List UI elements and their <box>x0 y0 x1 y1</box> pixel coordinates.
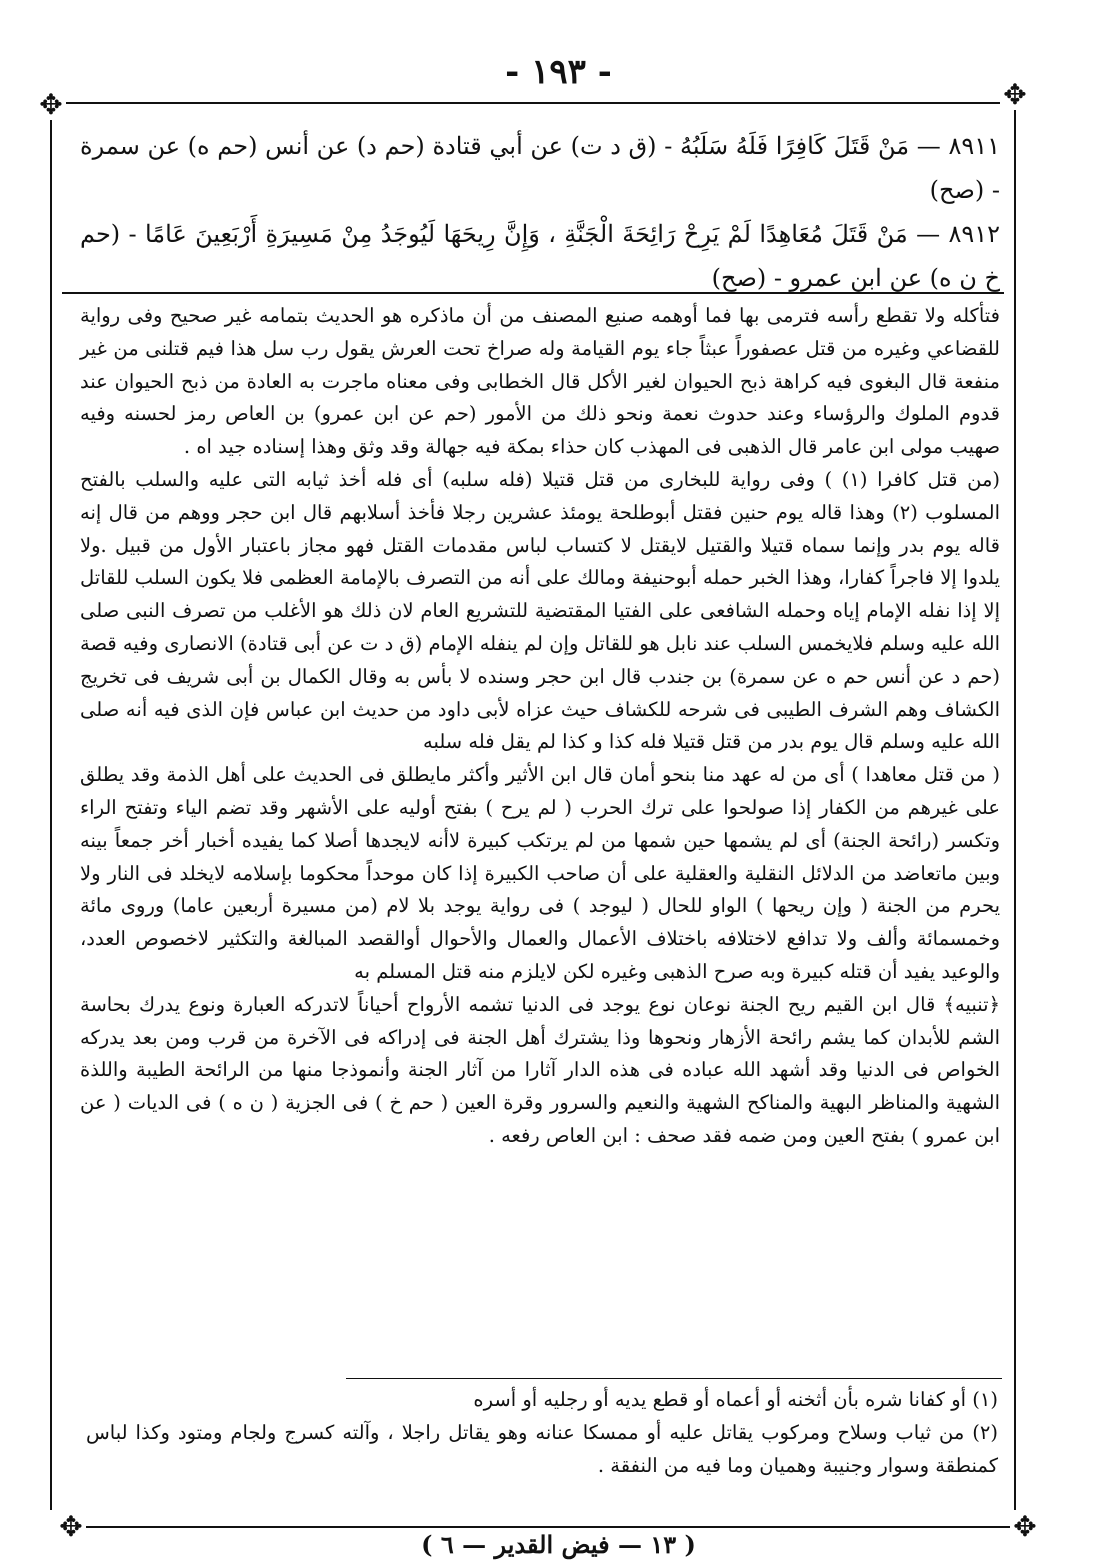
page-footer: ( ١٣ — فيض القدير — ٦ ) <box>421 1530 696 1559</box>
footnote-1: (١) أو كفانا شره بأن أثخنه أو أعماه أو قطع يديه أو رجليه أو أسره <box>473 1388 998 1411</box>
commentary-paragraph: ﴿تنبيه﴾ قال ابن القيم ريح الجنة نوعان نوع يوجد فى الدنيا تشمه الأرواح أحياناً لاتدركه العبارة ونوع يدرك بحاسة الشم للأبدان كما يشم رائحة الأزهار ونحوها وذا يشترك أهل الجنة فى إدراكه فى الآخرة من قرب ومن بعد يدركه الخواص فى الدنيا وقد أشهد الله عباده فى هذه الدار آثارا من آثار الجنة وأنموذجا منها من الرائحة الطيبة واللذة الشهية والمناظر البهية والمناكح الشهية والنعيم والسرور وقرة العين ( حم خ ) فى الجزية ( ن ه ) فى الديات ( عن ابن عمرو ) بفتح العين ومن ضمه فقد صحف : ابن العاص رفعه . <box>80 992 1000 1147</box>
corner-ornament-icon: ✥ <box>1013 1510 1037 1543</box>
right-frame-line <box>1014 110 1016 1510</box>
hadith-8911: ٨٩١١ — مَنْ قَتَلَ كَافِرًا فَلَهُ سَلَبُهُ - (ق د ت) عن أبي قتادة (حم د) عن أنس (حم ه) عن سمرة - (صح) <box>80 132 1000 204</box>
bottom-rule <box>86 1526 1010 1528</box>
corner-ornament-icon: ✥ <box>1003 78 1027 111</box>
commentary-section <box>80 300 1000 1153</box>
footnote-divider <box>346 1378 1002 1379</box>
footnotes-section <box>86 1383 998 1482</box>
footnote-2: (٢) من ثياب وسلاح ومركوب يقاتل عليه أو ممسكا عنانه وهو يقاتل راجلا ، وآلته كسرج ولجام ومتود وكذا لباس كمنطقة وسوار وجنيبة وهميان وما فيه من النفقة . <box>86 1421 998 1477</box>
hadith-divider <box>62 292 1004 294</box>
corner-ornament-icon: ✥ <box>59 1510 83 1543</box>
corner-ornament-icon: ✥ <box>39 88 63 121</box>
commentary-paragraph: ( من قتل معاهدا ) أى من له عهد منا بنحو أمان قال ابن الأثير وأكثر مايطلق فى الحديث على أهل الذمة وقد يطلق على غيرهم من الكفار إذا صولحوا على ترك الحرب ( لم يرح ) بفتح أوليه على الأشهر وقد تضم الياء وتفتح الراء وتكسر (رائحة الجنة) أى لم يشمها حين شمها من لم يرتكب كبيرة لاأنه لايجدها أصلا كما يفيده أخبار أخر جمعاً بينه وبين ماتعاضد من الدلائل النقلية والعقلية على أن صاحب الكبيرة إذا كان موحداً محكوما بإسلامه لايخلد فى النار ولا يحرم من الجنة ( وإن ريحها ) الواو للحال ( ليوجد ) فى رواية يوجد بلا لام (من مسيرة أربعين عاما) وروى مائة وخمسمائة وألف ولا تدافع لاختلافه باختلاف الأعمال والعمال والأحوال أوالقصد المبالغة والتكثير لاخصوص العدد، والوعيد يفيد أن قتله كبيرة وبه صرح الذهبى وغيره لكن لايلزم منه قتل المسلم به <box>80 763 1000 983</box>
left-frame-line <box>50 120 52 1510</box>
hadith-8912: ٨٩١٢ — مَنْ قَتَلَ مُعَاهِدًا لَمْ يَرِحْ رَائِحَةَ الْجَنَّةِ ، وَإِنَّ رِيحَهَا لَيُوجَدُ مِنْ مَسِيرَةِ أَرْبَعِينَ عَامًا - (حم خ ن ه) عن ابن عمرو - (صح) <box>80 220 1000 292</box>
commentary-paragraph: فتأكله ولا تقطع رأسه فترمى بها فما أوهمه صنيع المصنف من أن ماذكره هو الحديث بتمامه غير صحيح وفى رواية للقضاعي وغيره من قتل عصفوراً عبثاً جاء يوم القيامة وله صراخ تحت العرش يقول رب سل هذا فيم قتلنى من غير منفعة قال البغوى فيه كراهة ذبح الحيوان لغير الأكل قال الخطابى وفى معناه ماجرت به العادة من ذبح الحيوان عند قدوم الملوك والرؤساء وعند حدوث نعمة ونحو ذلك من الأمور (حم عن ابن عمرو) بن العاص رمز لحسنه وفيه صهيب مولى ابن عامر قال الذهبى فى المهذب كان حذاء بمكة فيه جهالة وقد وثق وهذا إسناده جيد اه . <box>80 304 1000 459</box>
commentary-paragraph: (من قتل كافرا (١) ) وفى رواية للبخارى من قتل قتيلا (فله سلبه) أى فله أخذ ثيابه التى عليه والسلب بالفتح المسلوب (٢) وهذا قاله يوم حنين فقتل أبوطلحة يومئذ عشرين رجلا فأخذ أسلابهم قال ابن حجر ووهم من قال إنه قاله يوم بدر وإنما سماه قتيلا والقتيل لايقتل لا كتساب لباس مقدمات القتل فهو مجاز باعتبار الأول من قبيل .ولا يلدوا إلا فاجراً كفارا، وهذا الخبر حمله أبوحنيفة ومالك على أنه من التصرف بالإمامة العظمى فلا يكون السلب للقاتل إلا إذا نفله الإمام إياه وحمله الشافعى على الفتيا المقتضية للتشريع العام لان ذلك هو الأغلب من تصرف النبى صلى الله عليه وسلم فلايخمس السلب عند نابل هو للقاتل وإن لم ينفله الإمام (ق د ت عن أبى قتادة) الانصارى وفيه قصة (حم د عن أنس حم ه عن سمرة) بن جندب قال ابن حجر وسنده لا بأس به وقال الكمال بن أبى شريف فى تخريج الكشاف وهم الشرف الطيبى فى شرحه للكشاف حيث عزاه لأبى داود من حديث ابن عباس فإن الذى فيه أنه صلى الله عليه وسلم قال يوم بدر من قتل قتيلا فله كذا و كذا لم يقل فله سلبه <box>80 467 1001 754</box>
page-number: - ١٩٣ - <box>505 52 612 92</box>
top-rule <box>66 102 1000 104</box>
hadith-section <box>80 124 1000 300</box>
